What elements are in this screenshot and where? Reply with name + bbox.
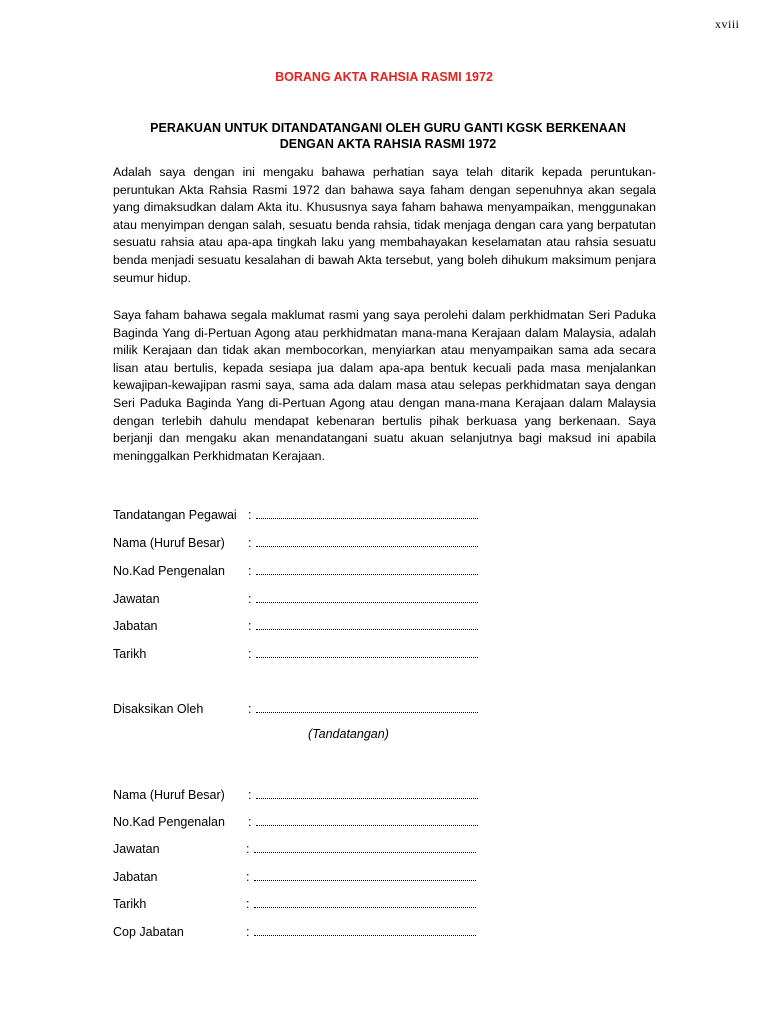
witness-signature-field[interactable] xyxy=(248,700,478,718)
field-separator: : xyxy=(246,842,250,856)
field-separator: : xyxy=(248,536,252,550)
witness-department-field[interactable] xyxy=(246,868,476,886)
dotted-line xyxy=(256,787,478,799)
field-separator: : xyxy=(248,788,252,802)
witness-position-field[interactable] xyxy=(246,840,476,858)
field-label: Tarikh xyxy=(113,647,147,661)
dotted-line xyxy=(254,869,476,881)
dotted-line xyxy=(256,563,478,575)
declaration-paragraph-1: Adalah saya dengan ini mengaku bahawa perhatian saya telah ditarik kepada peruntukan-peruntukan Akta Rahsia Rasmi 1972 dan bahawa saya faham dengan sepenuhnya akan segala yang dimaksudkan dalam Akta itu. Khususnya saya faham bahawa menyampaikan, menggunakan atau menyimpan dengan salah, sesuatu benda rahsia, tidak menjaga dengan cara yang berpatutan sesuatu rahsia atau apa-apa tingkah laku yang membahayakan keselamatan atau rahsia sesuatu benda menjadi sesuatu kesalahan di bawah Akta tersebut, yang boleh dihukum maksimum penjara seumur hidup. xyxy=(113,165,656,285)
dotted-line xyxy=(256,646,478,658)
field-separator: : xyxy=(246,897,250,911)
dotted-line xyxy=(256,814,478,826)
field-label: Jabatan xyxy=(113,619,158,633)
witness-date-field[interactable] xyxy=(246,895,476,913)
field-separator: : xyxy=(248,592,252,606)
signature-caption: (Tandatangan) xyxy=(308,727,389,741)
field-label: Nama (Huruf Besar) xyxy=(113,536,225,550)
date-field[interactable] xyxy=(248,645,478,663)
field-separator: : xyxy=(248,815,252,829)
field-label: Jabatan xyxy=(113,870,158,884)
dotted-line xyxy=(256,535,478,547)
field-label: Disaksikan Oleh xyxy=(113,702,204,716)
dotted-line xyxy=(256,701,478,713)
field-label: Nama (Huruf Besar) xyxy=(113,788,225,802)
field-separator: : xyxy=(246,870,250,884)
department-stamp-field[interactable] xyxy=(246,923,476,941)
field-separator: : xyxy=(248,647,252,661)
subtitle-line-1: PERAKUAN UNTUK DITANDATANGANI OLEH GURU GANTI KGSK BERKENAAN xyxy=(150,121,626,135)
dotted-line xyxy=(254,841,476,853)
dotted-line xyxy=(256,618,478,630)
name-field[interactable] xyxy=(248,534,478,552)
dotted-line xyxy=(256,591,478,603)
witness-name-field[interactable] xyxy=(248,786,478,804)
field-label: No.Kad Pengenalan xyxy=(113,564,225,578)
field-label: Jawatan xyxy=(113,842,160,856)
dotted-line xyxy=(254,924,476,936)
field-separator: : xyxy=(248,619,252,633)
field-label: Tarikh xyxy=(113,897,147,911)
page-number: xviii xyxy=(715,17,740,31)
signature-field[interactable] xyxy=(248,506,478,524)
dotted-line xyxy=(256,507,478,519)
field-separator: : xyxy=(248,508,252,522)
declaration-paragraph-2: Saya faham bahawa segala maklumat rasmi yang saya perolehi dalam perkhidmatan Seri Paduka Baginda Yang di-Pertuan Agong atau perkhidmatan mana-mana Kerajaan dalam Malaysia, adalah milik Kerajaan dan tidak akan membocorkan, menyiarkan atau menyampaikan sama ada secara lisan atau bertulis, kepada sesiapa jua dalam apa-apa bentuk kecuali pada masa menjalankan kewajipan-kewajipan rasmi saya, sama ada dalam masa atau selepas perkhidmatan saya dengan Seri Paduka Baginda Yang di-Pertuan Agong atau dengan mana-mana Kerajaan dalam Malaysia dengan terlebih dahulu mendapat kebenaran bertulis pihak berkuasa yang berkenaan. Saya berjanji dan mengaku akan menandatangani suatu akuan selanjutnya bagi maksud ini apabila meninggalkan Perkhidmatan Kerajaan. xyxy=(113,308,656,463)
ic-number-field[interactable] xyxy=(248,562,478,580)
form-subtitle xyxy=(100,120,676,152)
field-label: Cop Jabatan xyxy=(113,925,184,939)
field-separator: : xyxy=(246,925,250,939)
field-label: Tandatangan Pegawai xyxy=(113,508,237,522)
department-field[interactable] xyxy=(248,617,478,635)
form-title: BORANG AKTA RAHSIA RASMI 1972 xyxy=(275,70,493,84)
subtitle-line-2: DENGAN AKTA RAHSIA RASMI 1972 xyxy=(279,137,497,151)
field-separator: : xyxy=(248,564,252,578)
field-separator: : xyxy=(248,702,252,716)
position-field[interactable] xyxy=(248,590,478,608)
witness-ic-field[interactable] xyxy=(248,813,478,831)
field-label: Jawatan xyxy=(113,592,160,606)
field-label: No.Kad Pengenalan xyxy=(113,815,225,829)
dotted-line xyxy=(254,896,476,908)
